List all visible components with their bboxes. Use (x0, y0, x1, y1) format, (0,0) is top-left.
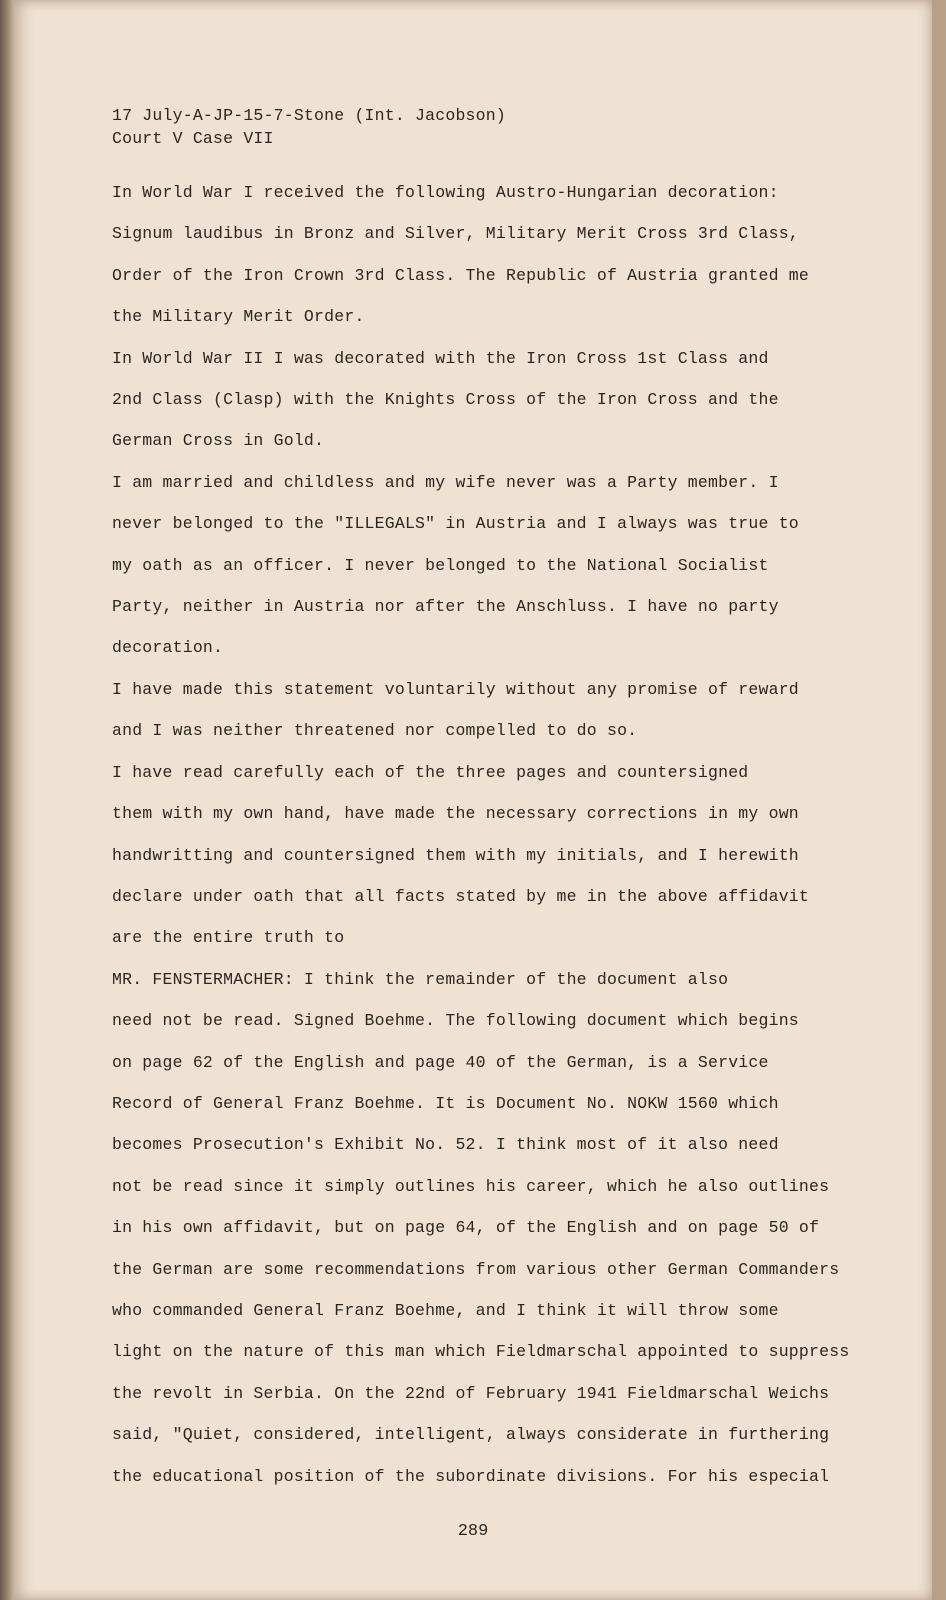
header-court-case: Court V Case VII (112, 129, 274, 148)
text-line: handwritting and countersigned them with my initials, and I herewith (112, 845, 799, 865)
text-line: I am married and childless and my wife never was a Party member. I (112, 472, 779, 492)
text-line: in his own affidavit, but on page 64, of the English and on page 50 of (112, 1218, 820, 1238)
text-line: becomes Prosecution's Exhibit No. 52. I think most of it also need (112, 1135, 779, 1155)
text-line: MR. FENSTERMACHER: I think the remainder of the document also (112, 969, 729, 989)
page-number: 289 (457, 1522, 489, 1541)
text-line: said, "Quiet, considered, intelligent, always considerate in furthering (112, 1425, 830, 1445)
text-line: need not be read. Signed Boehme. The following document which begins (112, 1011, 799, 1031)
typewritten-page (14, 0, 932, 1600)
text-line: not be read since it simply outlines his career, which he also outlines (112, 1176, 830, 1196)
transcript-body (112, 172, 882, 1497)
text-line: 2nd Class (Clasp) with the Knights Cross of the Iron Cross and the (112, 390, 779, 410)
text-line: and I was neither threatened nor compelled to do so. (112, 721, 638, 741)
text-line: them with my own hand, have made the necessary corrections in my own (112, 804, 799, 824)
text-line: who commanded General Franz Boehme, and I think it will throw some (112, 1300, 779, 1320)
text-line: In World War I received the following Austro-Hungarian decoration: (112, 183, 779, 202)
text-line: never belonged to the "ILLEGALS" in Austria and I always was true to (112, 514, 799, 534)
text-line: the German are some recommendations from various other German Commanders (112, 1259, 840, 1279)
text-line: Party, neither in Austria nor after the Anschluss. I have no party (112, 597, 779, 617)
text-line: Record of General Franz Boehme. It is Document No. NOKW 1560 which (112, 1093, 779, 1113)
text-line: Order of the Iron Crown 3rd Class. The Republic of Austria granted me (112, 265, 810, 285)
text-line: the educational position of the subordinate divisions. For his especial (112, 1466, 830, 1486)
text-line: the Military Merit Order. (112, 307, 365, 327)
text-line: In World War II I was decorated with the Iron Cross 1st Class and (112, 348, 769, 368)
text-line: are the entire truth to (112, 928, 345, 948)
text-line: light on the nature of this man which Fieldmarschal appointed to suppress (112, 1342, 850, 1362)
page-text (112, 104, 882, 1497)
text-line: decoration. (112, 638, 224, 658)
header-reference: 17 July-A-JP-15-7-Stone (Int. Jacobson) (112, 106, 506, 125)
text-line: on page 62 of the English and page 40 of the German, is a Service (112, 1052, 769, 1072)
text-line: German Cross in Gold. (112, 431, 325, 451)
text-line: I have made this statement voluntarily without any promise of reward (112, 679, 799, 699)
text-line: I have read carefully each of the three pages and countersigned (112, 762, 749, 782)
text-line: Signum laudibus in Bronz and Silver, Military Merit Cross 3rd Class, (112, 224, 799, 244)
text-line: declare under oath that all facts stated by me in the above affidavit (112, 886, 810, 906)
torn-left-margin (0, 0, 14, 1600)
text-line: the revolt in Serbia. On the 22nd of February 1941 Fieldmarschal Weichs (112, 1383, 830, 1403)
text-line: my oath as an officer. I never belonged to the National Socialist (112, 555, 769, 575)
